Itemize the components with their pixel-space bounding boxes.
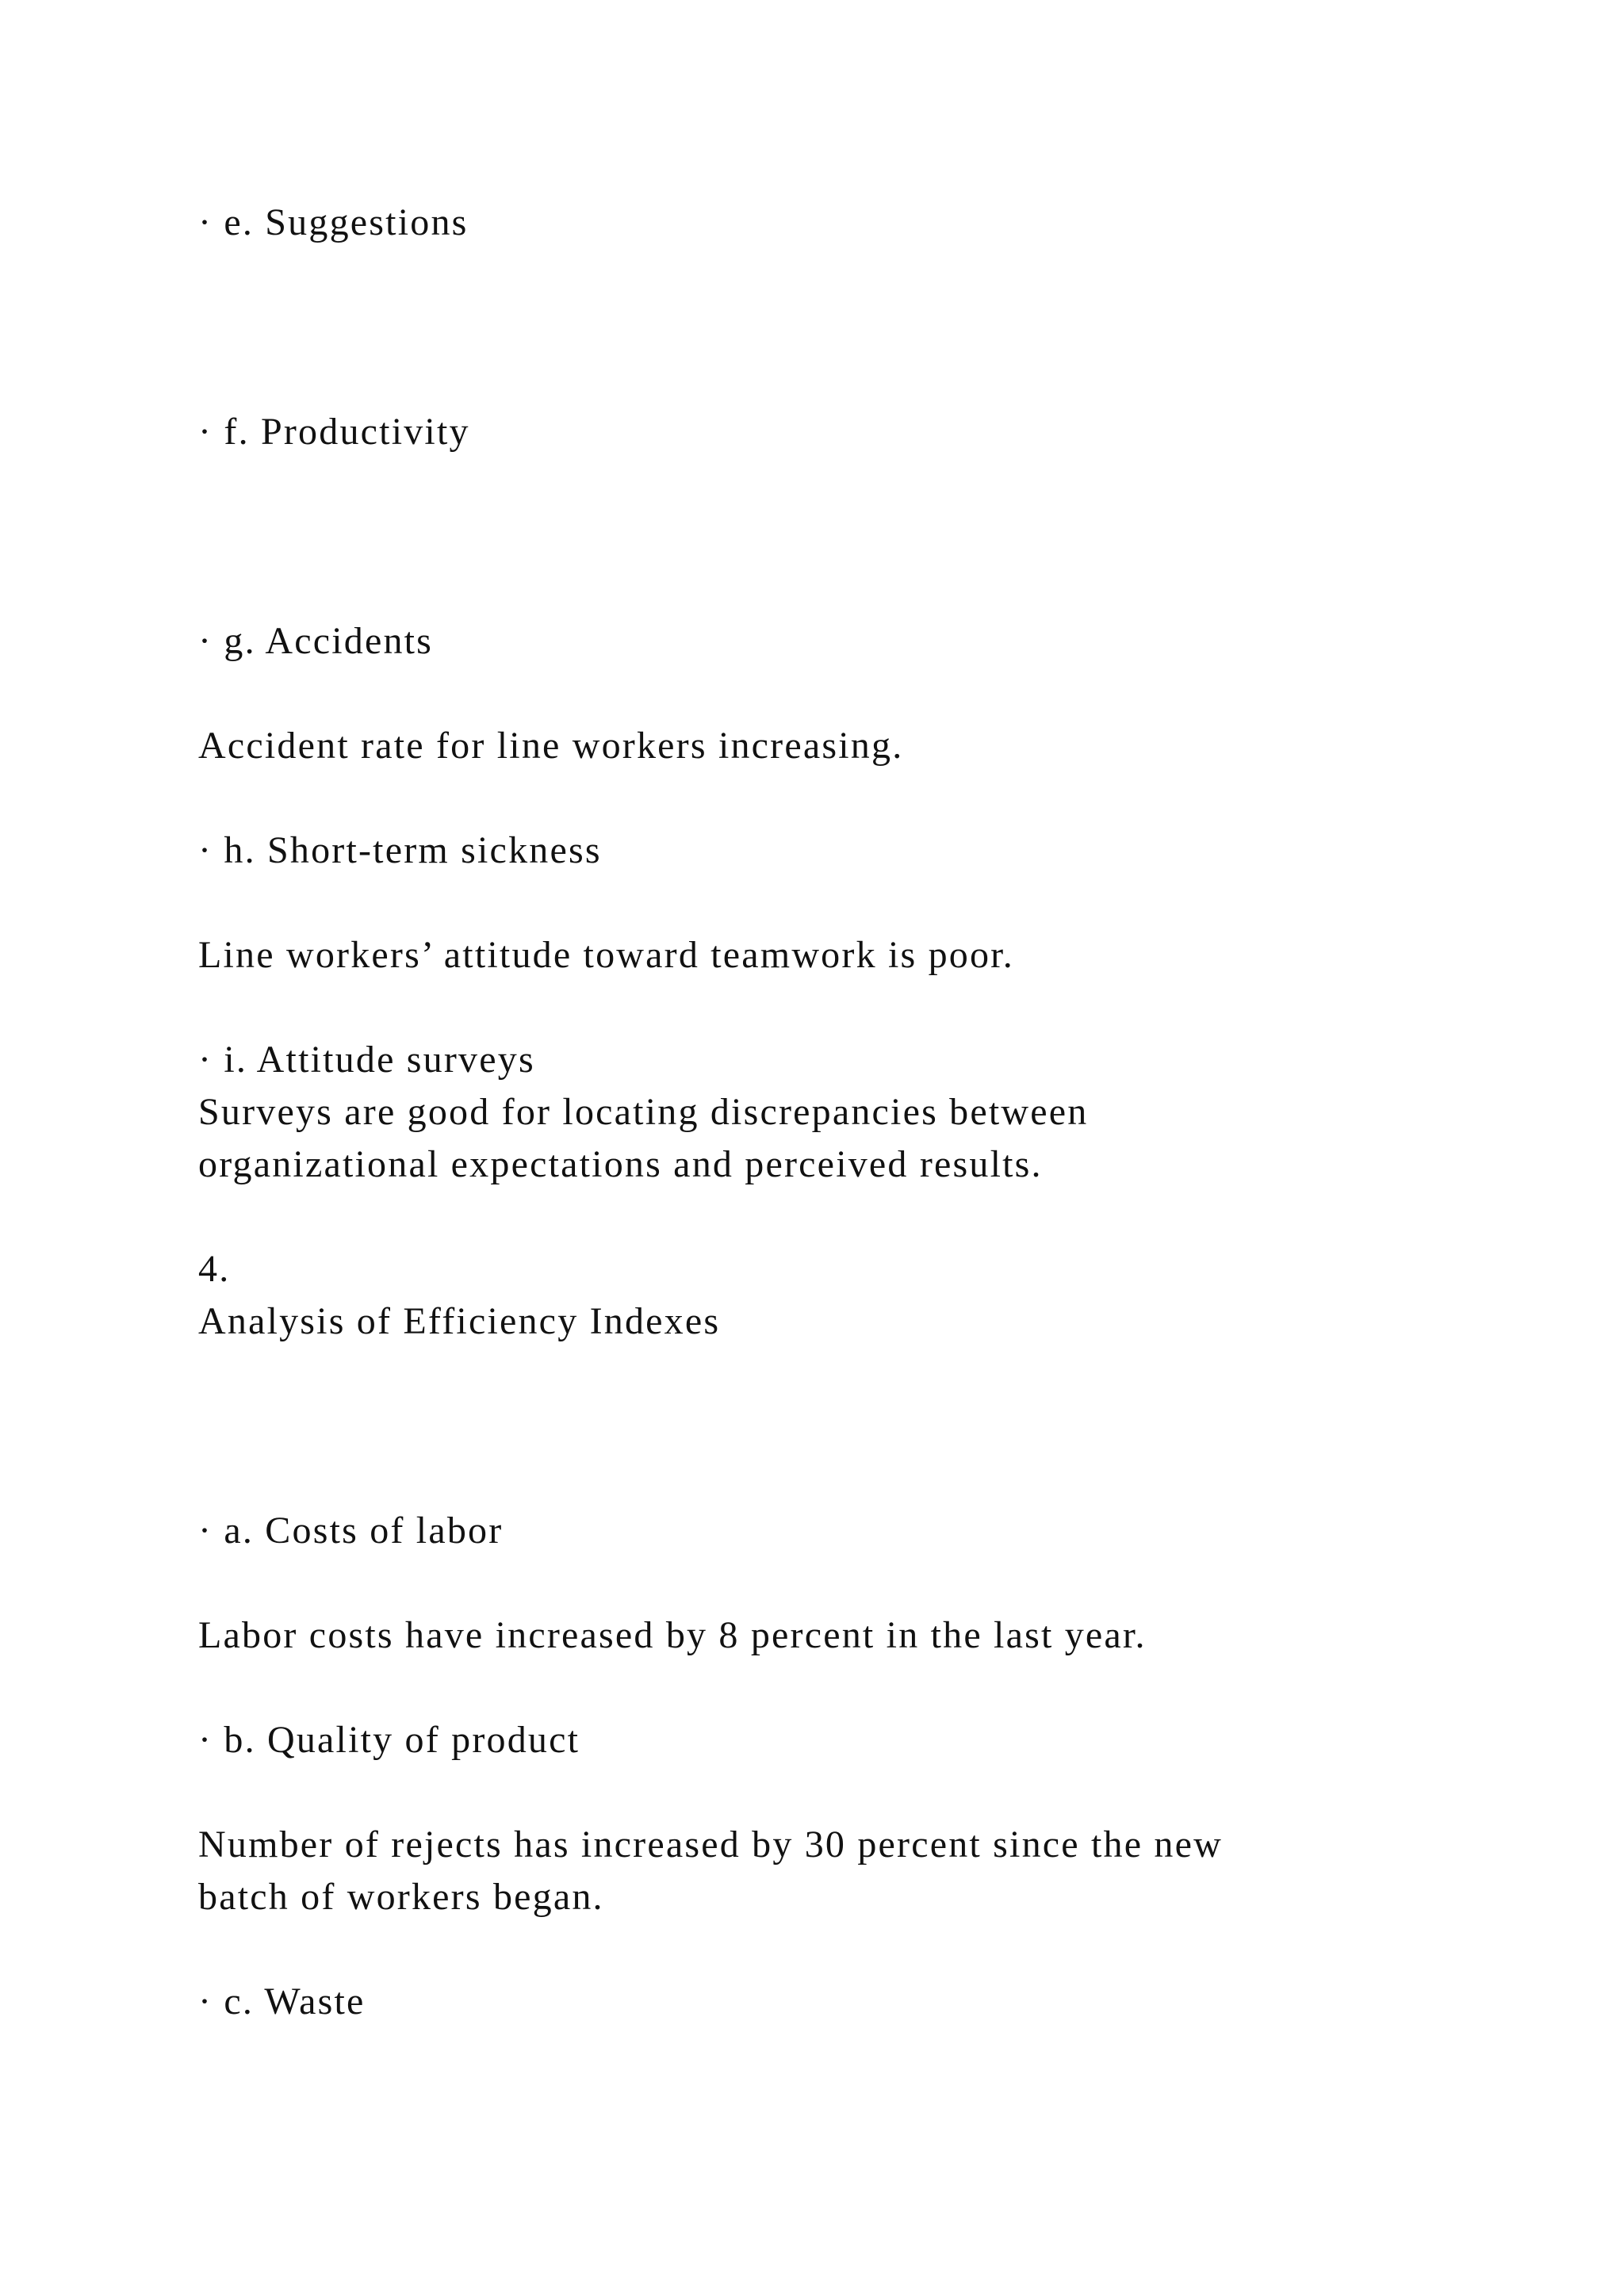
- note-surveys-line-1: Surveys are good for locating discrepancies between: [198, 1091, 1089, 1133]
- note-rejects-line-1: Number of rejects has increased by 30 percent since the new: [198, 1823, 1223, 1866]
- note-labor-costs: Labor costs have increased by 8 percent in the last year.: [198, 1614, 1147, 1656]
- note-teamwork-attitude: Line workers’ attitude toward teamwork is poor.: [198, 934, 1014, 976]
- item-i-attitude-surveys: · i. Attitude surveys: [198, 1039, 535, 1081]
- section-number: 4.: [198, 1248, 231, 1290]
- item-g-accidents: · g. Accidents: [198, 620, 434, 662]
- note-rejects-line-2: batch of workers began.: [198, 1876, 604, 1918]
- item-h-short-term-sickness: · h. Short-term sickness: [198, 829, 602, 871]
- item-f-productivity: · f. Productivity: [198, 411, 470, 453]
- item-e-suggestions: · e. Suggestions: [198, 201, 469, 243]
- note-surveys-line-2: organizational expectations and perceived results.: [198, 1143, 1043, 1185]
- item-a-costs-of-labor: · a. Costs of labor: [198, 1510, 504, 1552]
- section-title: Analysis of Efficiency Indexes: [198, 1300, 721, 1342]
- item-c-waste: · c. Waste: [198, 1980, 366, 2022]
- note-accidents: Accident rate for line workers increasing.: [198, 725, 904, 767]
- item-b-quality-of-product: · b. Quality of product: [198, 1719, 580, 1761]
